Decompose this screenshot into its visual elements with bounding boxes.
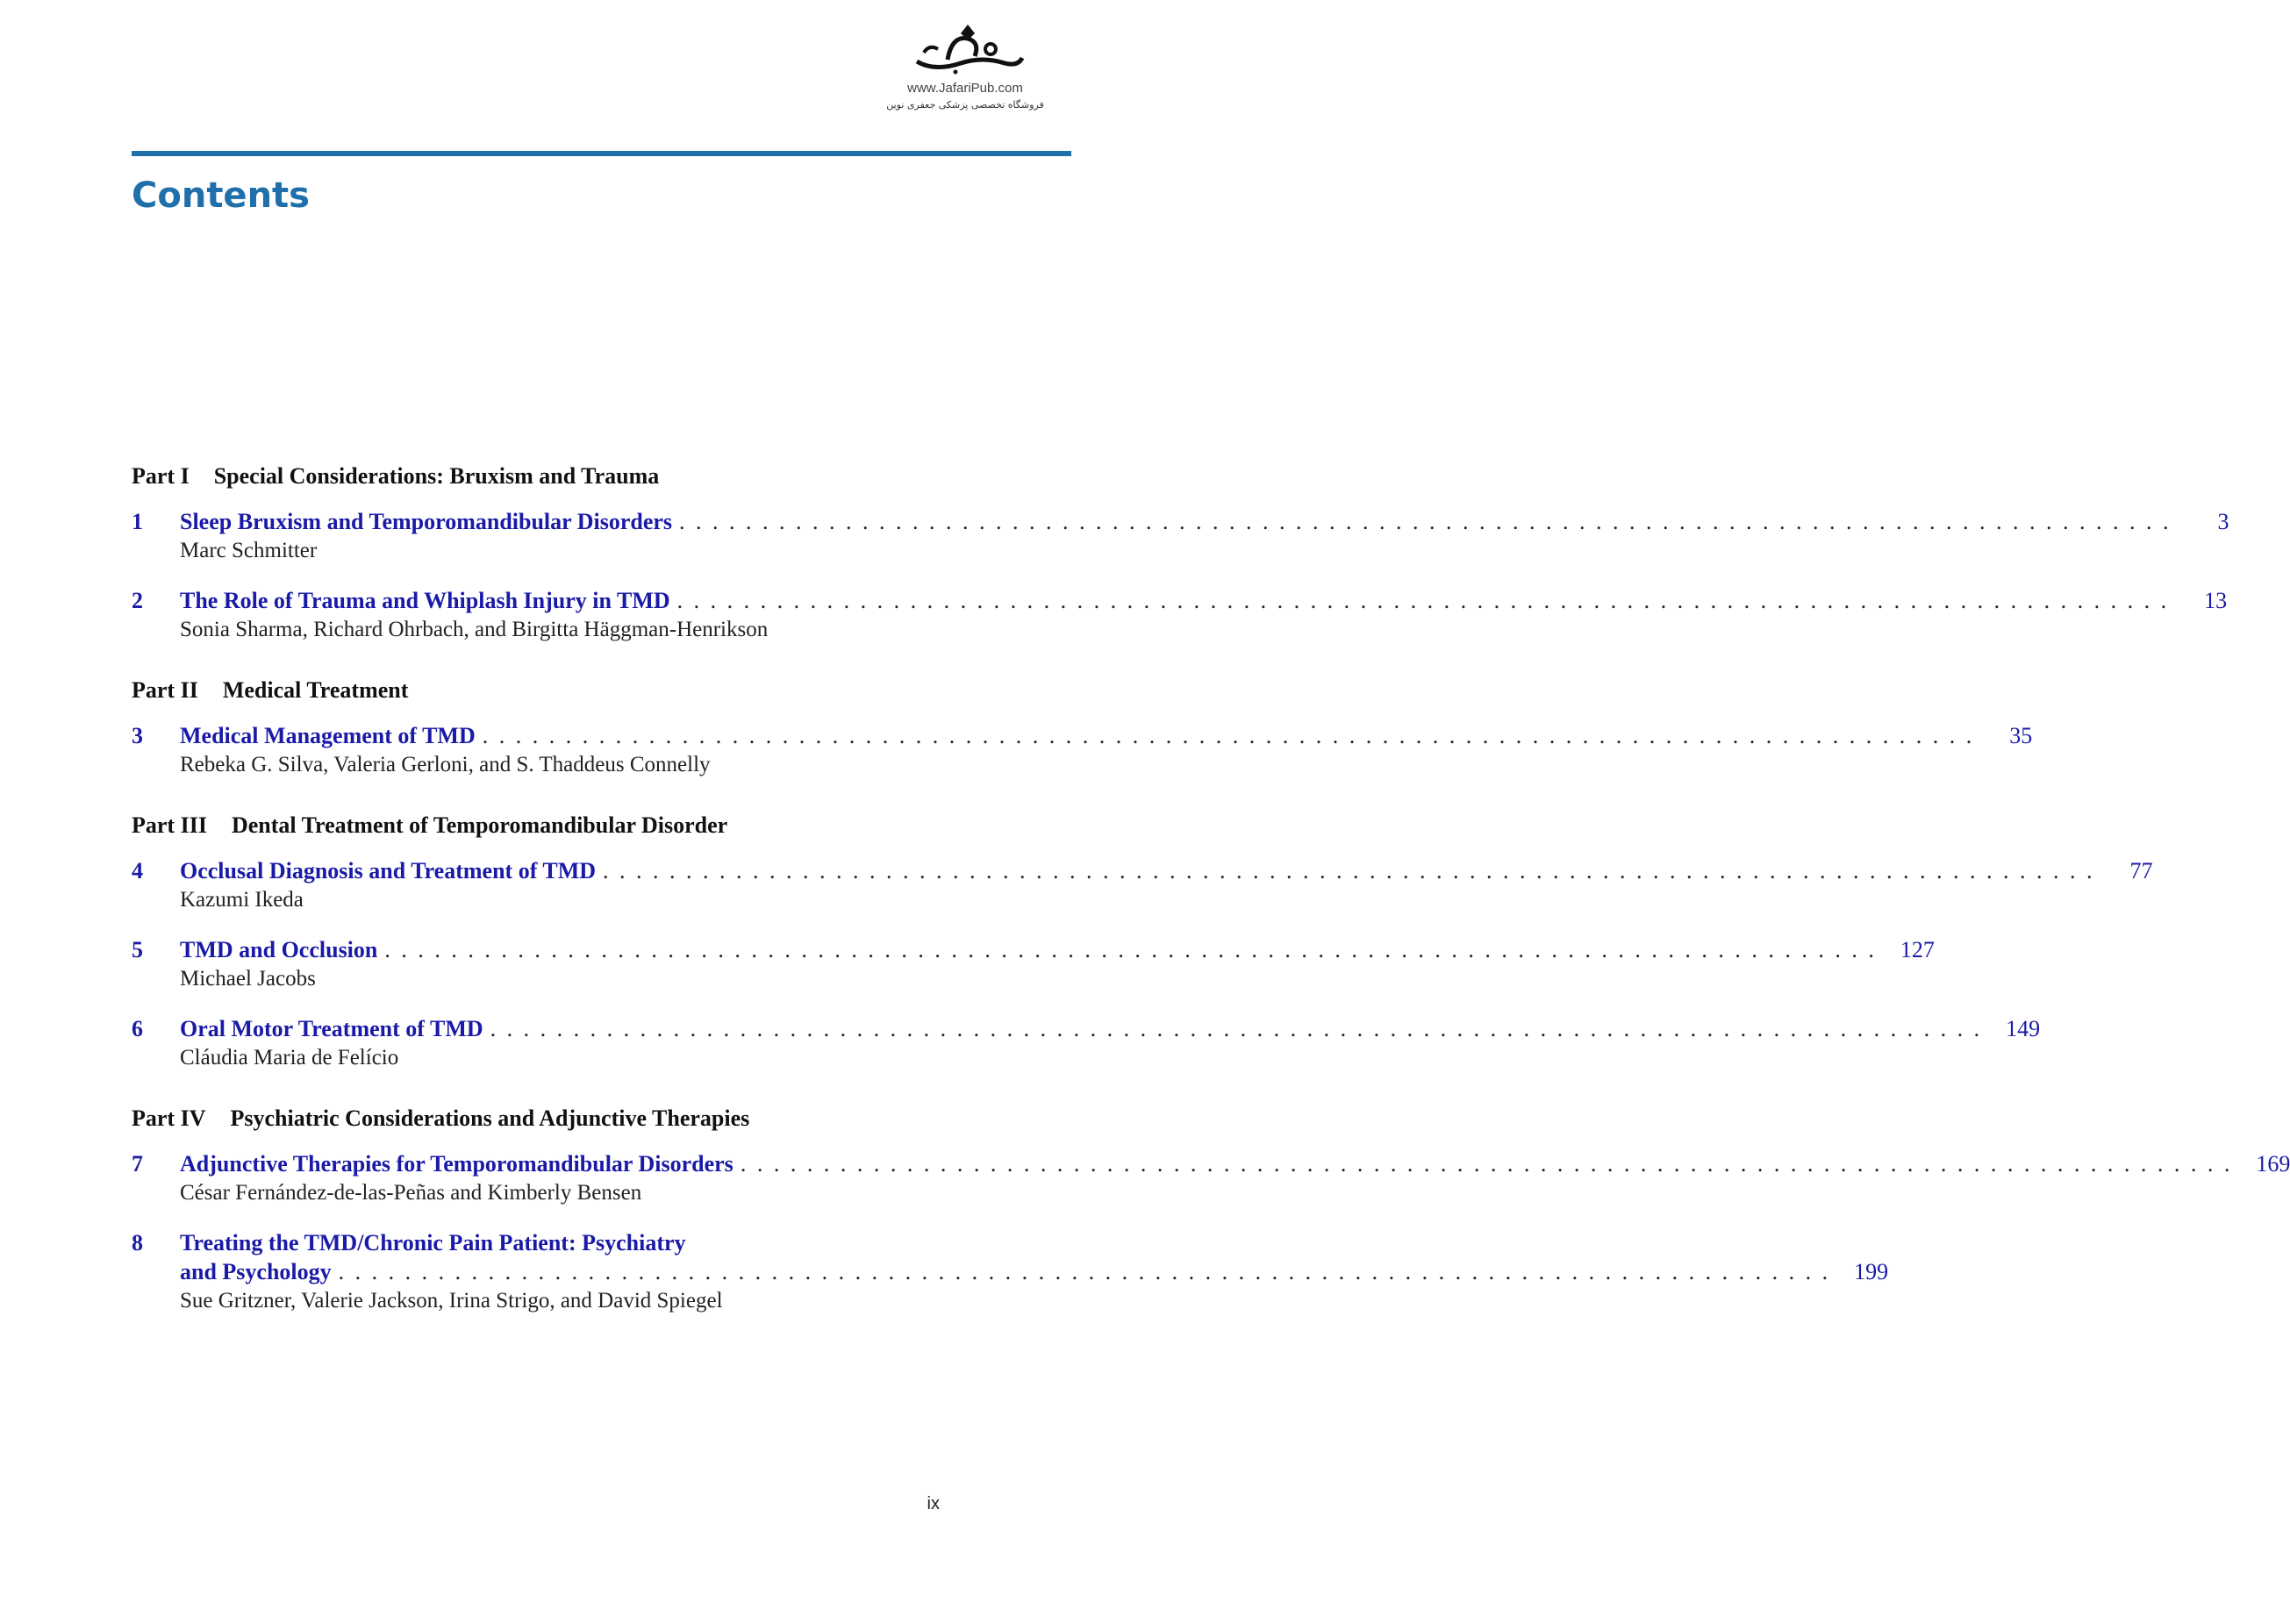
- page-number: ix: [927, 1494, 940, 1513]
- dot-leader: [741, 1149, 2233, 1178]
- page-title: Contents: [132, 175, 310, 216]
- chapter-entry[interactable]: [132, 507, 2229, 565]
- chapter-page[interactable]: 169: [2256, 1151, 2290, 1177]
- dot-leader: [339, 1257, 1831, 1286]
- chapter-page[interactable]: 35: [2009, 723, 2033, 748]
- chapter-entry[interactable]: [132, 1228, 1889, 1315]
- logo-subtitle: فروشگاه تخصصی پزشکی جعفری نوین: [886, 99, 1044, 111]
- dot-leader: [677, 586, 2170, 615]
- chapter-number: 2: [132, 588, 143, 613]
- chapter-number: 3: [132, 723, 143, 748]
- chapter-title[interactable]: Adjunctive Therapies for Temporomandibular Disorders: [180, 1151, 734, 1177]
- logo-url: www.JafariPub.com: [907, 81, 1023, 96]
- chapter-title[interactable]: Medical Management of TMD: [180, 723, 476, 748]
- chapter-number: 4: [132, 858, 143, 884]
- dot-leader: [603, 856, 2095, 885]
- part-title: Medical Treatment: [222, 677, 409, 703]
- chapter-title[interactable]: Sleep Bruxism and Temporomandibular Disorders: [180, 509, 673, 534]
- chapter-title-line1[interactable]: Treating the TMD/Chronic Pain Patient: Psychiatry: [180, 1230, 686, 1256]
- chapter-page[interactable]: 3: [2217, 509, 2229, 534]
- part-heading: [132, 812, 941, 839]
- dot-leader: [483, 721, 1975, 750]
- calligraphy-logo-icon: [899, 18, 1031, 79]
- chapter-entry[interactable]: [132, 586, 2228, 644]
- chapter-title[interactable]: The Role of Trauma and Whiplash Injury in TMD: [180, 588, 670, 613]
- chapter-page[interactable]: 149: [2006, 1016, 2041, 1041]
- chapter-number: 1: [132, 509, 143, 534]
- chapter-entry[interactable]: [132, 856, 2153, 914]
- chapter-entry[interactable]: [132, 1014, 2041, 1072]
- chapter-number: 7: [132, 1151, 143, 1177]
- header-rule: [132, 151, 1071, 156]
- chapter-number: 5: [132, 937, 143, 962]
- part-title: Dental Treatment of Temporomandibular Disorder: [231, 812, 728, 838]
- chapter-number: 6: [132, 1016, 143, 1041]
- chapter-authors: Marc Schmitter: [180, 539, 318, 562]
- chapter-entry[interactable]: [132, 1149, 2290, 1207]
- part-heading: [132, 463, 941, 490]
- part-heading: [132, 1105, 941, 1132]
- chapter-page[interactable]: 127: [1900, 937, 1935, 962]
- part-title: Psychiatric Considerations and Adjunctive Therapies: [230, 1105, 750, 1131]
- chapter-authors: Cláudia Maria de Felício: [180, 1046, 399, 1070]
- chapter-title[interactable]: Occlusal Diagnosis and Treatment of TMD: [180, 858, 597, 884]
- dot-leader: [679, 507, 2172, 536]
- chapter-page[interactable]: 77: [2129, 858, 2153, 884]
- chapter-title[interactable]: TMD and Occlusion: [180, 937, 378, 962]
- chapter-authors: Michael Jacobs: [180, 967, 316, 991]
- chapter-entry[interactable]: [132, 935, 1935, 993]
- chapter-authors: Sonia Sharma, Richard Ohrbach, and Birgitta Häggman-Henrikson: [180, 618, 769, 641]
- chapter-page[interactable]: 13: [2204, 588, 2228, 613]
- chapter-authors: Rebeka G. Silva, Valeria Gerloni, and S. Thaddeus Connelly: [180, 753, 711, 776]
- chapter-authors: César Fernández-de-las-Peñas and Kimberly Bensen: [180, 1181, 642, 1205]
- part-label: Part I: [132, 463, 190, 489]
- part-title: Special Considerations: Bruxism and Trauma: [213, 463, 660, 489]
- chapter-page[interactable]: 199: [1854, 1259, 1889, 1284]
- chapter-entry[interactable]: [132, 721, 2033, 779]
- dot-leader: [384, 935, 1877, 964]
- chapter-title[interactable]: Oral Motor Treatment of TMD: [180, 1016, 483, 1041]
- part-heading: [132, 677, 941, 704]
- part-label: Part IV: [132, 1105, 206, 1131]
- part-label: Part II: [132, 677, 198, 703]
- chapter-title[interactable]: and Psychology: [180, 1259, 332, 1284]
- publisher-logo: [877, 18, 1053, 123]
- chapter-authors: Kazumi Ikeda: [180, 888, 304, 912]
- part-label: Part III: [132, 812, 207, 838]
- chapter-number: 8: [132, 1230, 143, 1256]
- chapter-authors: Sue Gritzner, Valerie Jackson, Irina Strigo, and David Spiegel: [180, 1289, 723, 1313]
- table-of-contents: [132, 463, 2290, 1336]
- dot-leader: [490, 1014, 1983, 1043]
